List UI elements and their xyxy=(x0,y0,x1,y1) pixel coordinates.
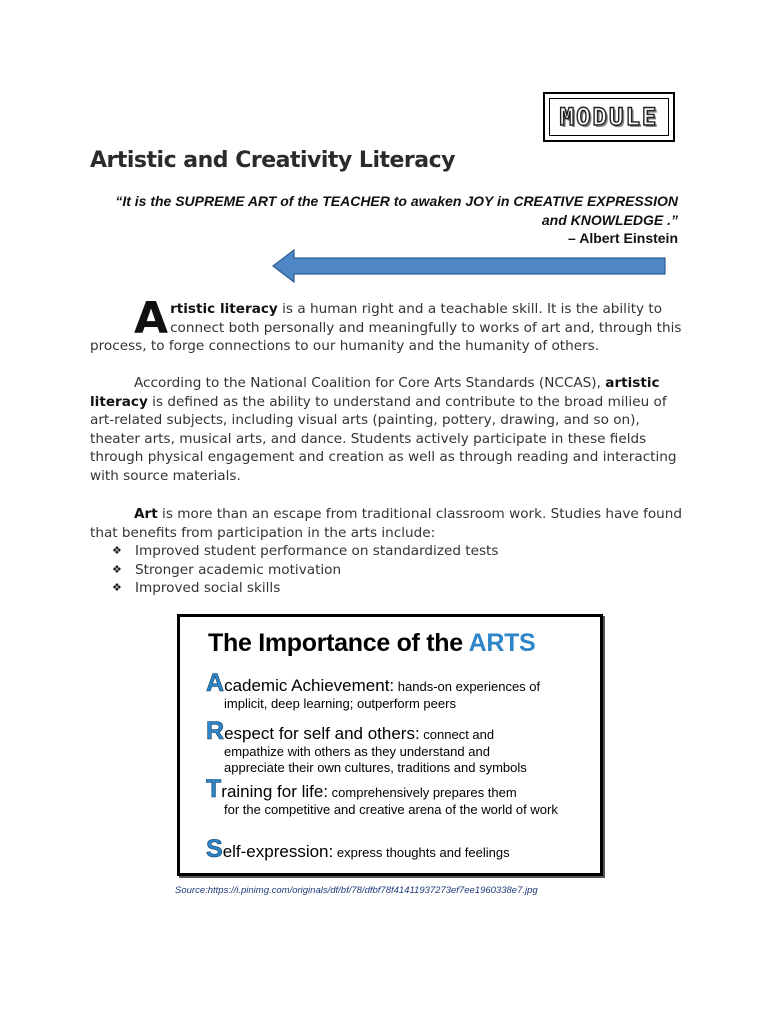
paragraph-art-benefits xyxy=(90,505,686,542)
arts-item-training xyxy=(206,775,586,818)
image-source-caption: Source:https://i.pinimg.com/originals/df/bf/78/dfbf78f41411937273ef7ee1960338e7.jpg xyxy=(175,885,538,896)
quote-text: “It is the SUPREME ART of the TEACHER to awaken JOY in CREATIVE EXPRESSION and KNOWLEDGE .” xyxy=(115,193,678,228)
arts-item-respect xyxy=(206,717,586,776)
module-label: MODULE xyxy=(549,98,669,136)
benefit-text: Stronger academic motivation xyxy=(135,561,342,578)
arts-heading: cademic Achievement: xyxy=(224,676,395,695)
arts-heading: espect for self and others: xyxy=(224,724,420,743)
arts-item-self-expression xyxy=(206,835,586,863)
diamond-bullet-icon: ❖ xyxy=(112,562,122,576)
arts-desc: comprehensively prepares them xyxy=(328,785,517,800)
benefits-list xyxy=(112,542,498,598)
arts-letter: T xyxy=(206,775,222,803)
arts-item-academic xyxy=(206,669,586,712)
term-artistic-literacy: artistic literacy xyxy=(90,375,660,410)
diamond-bullet-icon: ❖ xyxy=(112,544,122,557)
arts-desc: empathize with others as they understand and appreciate their own cultures, traditions and symbols xyxy=(224,744,527,775)
drop-cap: A xyxy=(134,293,169,344)
arts-letter: A xyxy=(206,669,225,697)
paragraph-text: is more than an escape from traditional classroom work. Studies have found that benefits from participation in the arts include: xyxy=(90,506,683,541)
infographic-title-prefix: The Importance of the xyxy=(208,629,469,657)
paragraph-nccas xyxy=(90,374,686,486)
term-art: Art xyxy=(134,506,158,522)
infographic-title-highlight: ARTS xyxy=(468,629,536,657)
arts-desc: hands-on experiences of xyxy=(394,679,541,694)
infographic-title xyxy=(208,629,535,658)
module-badge xyxy=(543,92,675,142)
benefit-text: Improved social skills xyxy=(135,580,281,597)
left-arrow-icon xyxy=(272,248,668,284)
list-item xyxy=(112,579,498,598)
paragraph-text: is defined as the ability to understand and contribute to the broad milieu of art-related subjects, including visual arts (painting, pottery, drawing, and so on), theater arts, musical arts, and dance. Students actively participate in these fields through physical engagement and creation as well as through reading and interacting with source materials. xyxy=(90,393,677,484)
term-artistic-literacy: rtistic literacy xyxy=(170,301,278,317)
quote-author: – Albert Einstein xyxy=(568,230,678,246)
arts-heading: elf-expression: xyxy=(222,842,334,861)
arts-desc: connect and xyxy=(419,727,495,742)
list-item xyxy=(112,561,498,580)
paragraph-text: is a human right and a teachable skill. It is the ability to connect both personally and meaningfully to works of art and, through this process, to forge connections to our humanity and the humanity of others. xyxy=(90,301,682,355)
arts-desc: for the competitive and creative arena of the world of work xyxy=(224,802,558,817)
benefit-text: Improved student performance on standardized tests xyxy=(135,543,499,559)
arts-letter: R xyxy=(206,717,225,745)
paragraph-text: According to the National Coalition for Core Arts Standards (NCCAS), xyxy=(134,375,606,391)
list-item xyxy=(112,542,498,561)
paragraph-artistic-literacy xyxy=(90,293,686,356)
page-title: Artistic and Creativity Literacy xyxy=(90,148,455,173)
arts-desc: express thoughts and feelings xyxy=(333,845,510,860)
arts-heading: raining for life: xyxy=(221,782,329,801)
diamond-bullet-icon: ❖ xyxy=(112,581,122,595)
arts-letter: S xyxy=(206,835,223,863)
arts-infographic xyxy=(177,614,603,876)
arts-desc: implicit, deep learning; outperform peers xyxy=(224,696,456,711)
